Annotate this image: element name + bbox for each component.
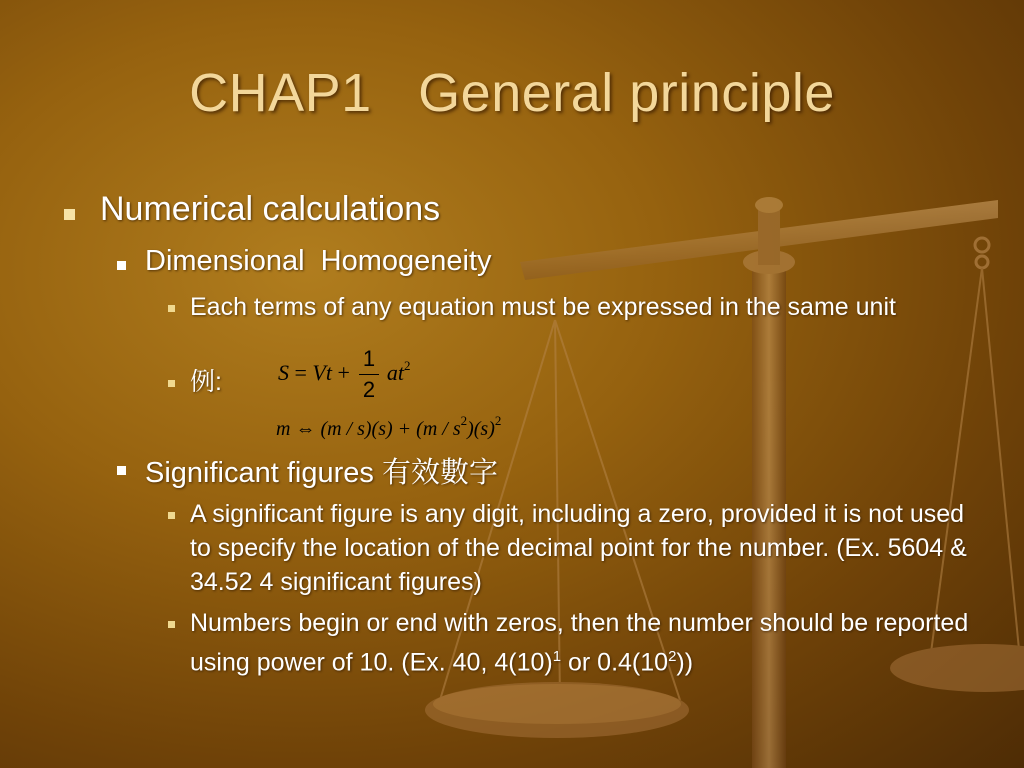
- example-label: 例:: [190, 368, 222, 396]
- power-of-ten-end: )): [676, 648, 694, 677]
- eq1-at: at: [386, 360, 405, 385]
- bullet-square-icon: [168, 621, 175, 628]
- eq1-plus: +: [337, 360, 350, 385]
- eq1-lhs: S: [278, 360, 289, 385]
- eq2-arrow: ⇔: [295, 418, 316, 440]
- eq2-term2: )(s): [467, 418, 495, 440]
- bullet-square-icon: [117, 261, 126, 270]
- bullet-square-icon: [168, 380, 175, 387]
- power-of-ten-mid: or 0.4(10: [561, 648, 669, 677]
- power-of-ten-text: Numbers begin or end with zeros, then the number should be reported using power of 10. (Ex. 40, 4(10): [190, 609, 969, 677]
- bullet-square-icon: [168, 512, 175, 519]
- equation-kinematics: [278, 360, 411, 386]
- bullet-each-terms: Each terms of any equation must be expressed in the same unit: [190, 293, 896, 321]
- bullet-significant-definition: A significant figure is any digit, including a zero, provided it is not used to specify the location of the decimal point for the number. (Ex. 5604 & 34.52 4 significant figures): [190, 500, 967, 596]
- bullet-dimensional-homogeneity: Dimensional Homogeneity: [145, 245, 492, 277]
- bullet-numerical-calculations: Numerical calculations: [100, 190, 441, 228]
- eq2-exp1: 2: [460, 413, 468, 428]
- eq1-fraction-bar: [359, 374, 379, 375]
- power-of-ten-sup2: 2: [668, 648, 677, 665]
- eq2-m: m: [276, 418, 291, 440]
- bullet-square-icon: [168, 305, 175, 312]
- bullet-square-icon: [64, 209, 75, 220]
- bullet-significant-figures: Significant figures 有效數字: [145, 457, 498, 489]
- eq1-vt: Vt: [312, 360, 332, 385]
- eq2-term1: (m / s)(s) + (m / s: [320, 418, 461, 440]
- eq2-exp2: 2: [494, 413, 502, 428]
- eq1-equals: =: [294, 360, 307, 385]
- eq1-numerator: 1: [362, 346, 376, 371]
- slide-title: CHAP1 General principle: [189, 63, 835, 123]
- power-of-ten-sup1: 1: [552, 648, 562, 665]
- eq1-exponent: 2: [404, 358, 411, 373]
- eq1-denominator: 2: [362, 377, 376, 402]
- bullet-power-of-ten: [190, 606, 990, 679]
- bullet-square-icon: [117, 466, 126, 475]
- equation-units: [276, 413, 502, 441]
